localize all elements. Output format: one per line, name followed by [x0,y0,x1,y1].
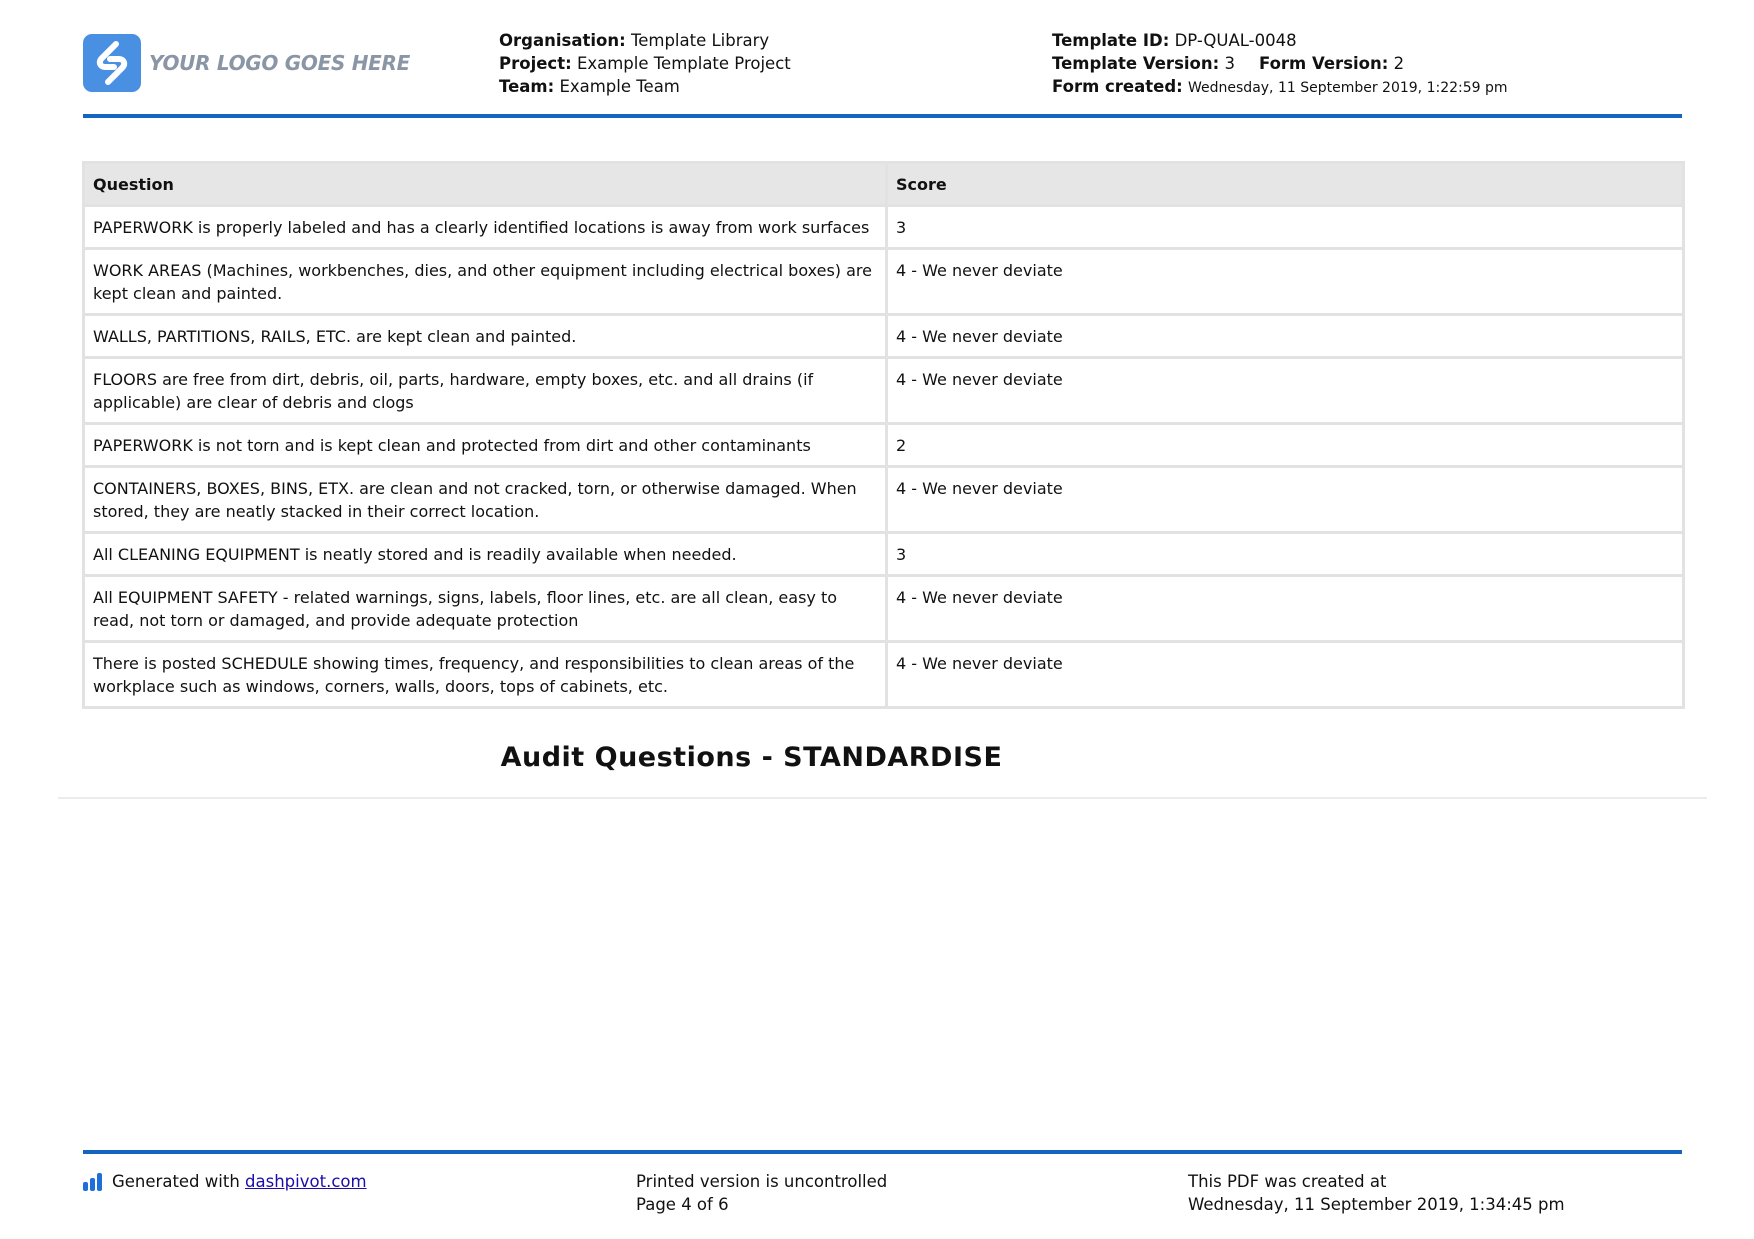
table-row [84,315,1684,358]
form-version-value: 2 [1393,54,1405,73]
print-info [636,1170,887,1216]
score-cell: 3 [887,206,1684,249]
header-meta-template [1052,29,1508,100]
template-id-value: DP-QUAL-0048 [1174,31,1297,50]
section-title: Audit Questions - STANDARDISE [500,742,1003,773]
question-cell: PAPERWORK is not torn and is kept clean and protected from dirt and other contaminants [84,424,887,467]
table-row [84,424,1684,467]
table-row [84,249,1684,315]
question-cell: There is posted SCHEDULE showing times, frequency, and responsibilities to clean areas of the workplace such as windows, corners, walls, doors, tops of cabinets, etc. [84,642,887,708]
table-row [84,467,1684,533]
table-row [84,533,1684,576]
page-header [83,0,1682,118]
form-created-value: Wednesday, 11 September 2019, 1:22:59 pm [1188,80,1508,96]
page-footer [83,1150,1682,1214]
version-line: Template Version: 3 Form Version: 2 [1052,54,1405,73]
question-cell: WALLS, PARTITIONS, RAILS, ETC. are kept clean and painted. [84,315,887,358]
section-divider [58,797,1707,799]
column-header-question: Question [84,163,887,206]
project-value: Example Template Project [576,54,791,73]
pdf-created-label: This PDF was created at [1188,1172,1387,1191]
dashpivot-logo-icon [83,1173,104,1191]
question-cell: All CLEANING EQUIPMENT is neatly stored and is readily available when needed. [84,533,887,576]
template-version-value: 3 [1224,54,1235,73]
team-line: Team: Example Team [499,77,680,96]
project-line: Project: Example Template Project [499,54,791,73]
score-cell: 4 - We never deviate [887,467,1684,533]
header-meta-org [499,29,791,98]
score-cell: 4 - We never deviate [887,642,1684,708]
table-row [84,576,1684,642]
question-cell: CONTAINERS, BOXES, BINS, ETX. are clean and not cracked, torn, or otherwise damaged. When stored, they are neatly stacked in their correct location. [84,467,887,533]
dashpivot-link[interactable]: dashpivot.com [245,1172,367,1191]
table-row [84,206,1684,249]
table-row [84,358,1684,424]
score-cell: 4 - We never deviate [887,315,1684,358]
question-cell: PAPERWORK is properly labeled and has a clearly identified locations is away from work surfaces [84,206,887,249]
logo-mark-icon [83,34,141,92]
question-cell: All EQUIPMENT SAFETY - related warnings, signs, labels, floor lines, etc. are all clean, easy to read, not torn or damaged, and provide adequate protection [84,576,887,642]
organisation-value: Template Library [630,31,770,50]
score-cell: 4 - We never deviate [887,576,1684,642]
score-cell: 3 [887,533,1684,576]
form-created-line: Form created: Wednesday, 11 September 2019, 1:22:59 pm [1052,77,1508,96]
question-cell: FLOORS are free from dirt, debris, oil, parts, hardware, empty boxes, etc. and all drains (if applicable) are clear of debris and clogs [84,358,887,424]
template-id-line: Template ID: DP-QUAL-0048 [1052,31,1297,50]
generated-prefix: Generated with [112,1172,240,1191]
table-row [84,642,1684,708]
table-header-row [84,163,1684,206]
audit-questions-table [82,161,1685,709]
pdf-created-info [1188,1170,1565,1216]
pdf-created-value: Wednesday, 11 September 2019, 1:34:45 pm [1188,1195,1565,1214]
page-number: Page 4 of 6 [636,1195,729,1214]
organisation-line: Organisation: Template Library [499,31,770,50]
printed-note: Printed version is uncontrolled [636,1172,888,1191]
generated-with [83,1170,367,1193]
score-cell: 4 - We never deviate [887,358,1684,424]
logo [83,34,410,92]
team-value: Example Team [559,77,680,96]
logo-text: YOUR LOGO GOES HERE [149,51,410,75]
score-cell: 2 [887,424,1684,467]
column-header-score: Score [887,163,1684,206]
score-cell: 4 - We never deviate [887,249,1684,315]
question-cell: WORK AREAS (Machines, workbenches, dies, and other equipment including electrical boxes) are kept clean and painted. [84,249,887,315]
